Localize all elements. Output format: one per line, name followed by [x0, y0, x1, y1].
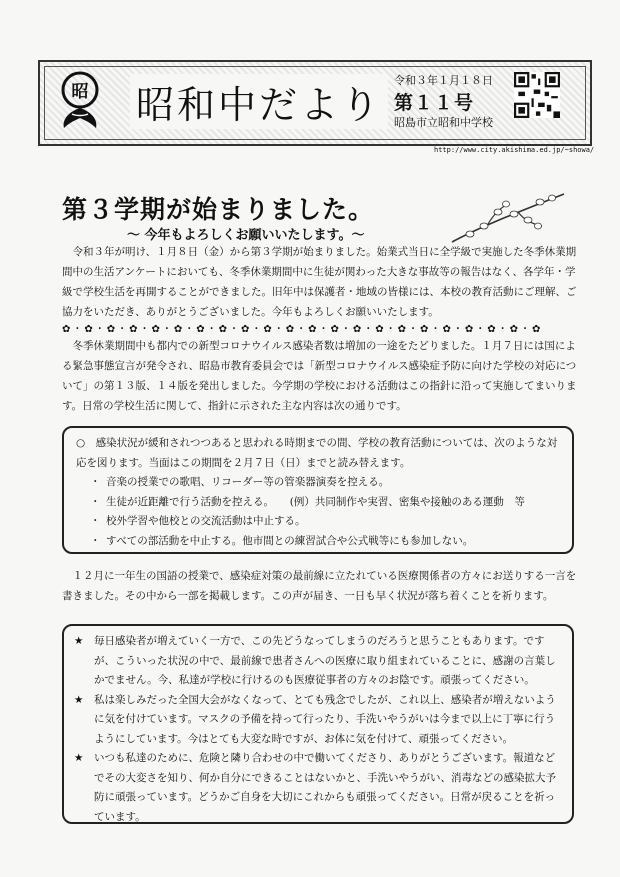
article-subheadline: ～ 今年もよろしくお願いいたします。～	[127, 228, 365, 243]
crest-character: 昭	[71, 82, 89, 102]
guideline-item: ・ 音楽の授業での歌唱、リコーダー等の管楽器演奏を控える。	[76, 473, 560, 493]
masthead	[38, 60, 592, 146]
qr-code-icon[interactable]	[514, 72, 560, 118]
message-text: 私は楽しみだった全国大会がなくなって、とても残念でしたが、これ以上、感染者が増えないように気を付けています。マスクの予備を持って行ったり、手洗いやうがいは今まで以上に丁寧に行うようにしています。今はとても大変な時ですが、お体に気を付けて、頑張ってください。	[94, 693, 556, 745]
student-message	[74, 749, 562, 827]
guidelines-intro: ○ 感染状況が緩和されつつあると思われる時期までの間、学校の教育活動については、次のような対応を図ります。当面はこの期間を２月７日（日）までと読み替えます。	[76, 437, 558, 469]
flower-divider: ✿・✿・✿・✿・✿・✿・✿・✿・✿・✿・✿・✿・✿・✿・✿・✿・✿・✿・✿・✿・✿・✿	[62, 324, 543, 335]
guideline-item: ・ 生徒が近距離で行う活動を控える。 (例）共同制作や実習、密集や接触のある運動 等	[76, 493, 560, 513]
intro-paragraph: 令和３年が明け、１月８日（金）から第３学期が始まりました。始業式当日に全学級で実施した冬季休業期間中の生活アンケートにおいても、冬季休業期間中に生徒が関わった大きな事故等の報告はなく、各学年・学級で学校生活を再開することができました。旧年中は保護者・地域の皆様には、本校の教育活動にご理解、ご協力をいただき、ありがとうございました。今年もよろしくお願いいたします。	[62, 246, 577, 318]
student-messages-box	[62, 624, 574, 824]
issue-number: 第１１号	[394, 92, 475, 114]
student-message	[74, 632, 562, 691]
message-text: いつも私達のために、危険と隣り合わせの中で働いてくださり、ありがとうございます。報道などでその大変さを知り、何か自分にできることはないかと、手洗いやうがい、消毒などの感染拡大予防に頑張っています。どうかご自身を大切にこれからも頑張ってください。日常が戻ることを祈っています。	[94, 752, 556, 823]
guideline-item: ・ すべての部活動を中止する。他市間との練習試合や公式戦等にも参加しない。	[76, 532, 560, 552]
messages-intro-paragraph: １２月に一年生の国語の授業で、感染症対策の最前線に立たれている医療関係者の方々にお送りする一言を書きました。その中から一部を掲載します。この声が届き、一日も早く状況が落ち着くことを祈ります。	[62, 570, 577, 602]
covid-paragraph: 冬季休業期間中も都内での新型コロナウイルス感染者数は増加の一途をたどりました。１月７日には国による緊急事態宣言が発令され、昭島市教育委員会では「新型コロナウイルス感染症予防に向けた学校の対応について」の第１３版、１４版を発出しました。今学期の学校における活動はこの指針に沿って実施してまいります。日常の学校生活に関して、指針に示された主な内容は次の通りです。	[62, 340, 577, 412]
newsletter-title: 昭和中だより	[130, 74, 388, 129]
school-name: 昭島市立昭和中学校	[394, 116, 493, 129]
student-message	[74, 691, 562, 750]
article-headline: 第３学期が始まりました。	[62, 195, 375, 224]
guideline-item: ・ 校外学習や他校との交流活動は中止する。	[76, 512, 560, 532]
star-icon: ★	[74, 693, 84, 706]
star-icon: ★	[74, 752, 84, 764]
issue-date: 令和３年１月１８日	[394, 74, 493, 87]
guidelines-box	[62, 426, 574, 554]
school-crest-logo	[50, 68, 110, 134]
message-text: 毎日感染者が増えていく一方で、この先どうなってしまうのだろうと思うこともあります。ですが、こういった状況の中で、最前線で患者さんへの医療に取り組まれていることに、感謝の言葉しかでません。今、私達が学校に行けるのも医療従事者の方々のお陰です。頑張ってください。	[94, 635, 556, 686]
plum-branch-illustration	[448, 188, 568, 246]
school-website-link[interactable]: http://www.city.akishima.ed.jp/~showa/	[434, 146, 595, 154]
star-icon: ★	[74, 635, 84, 647]
